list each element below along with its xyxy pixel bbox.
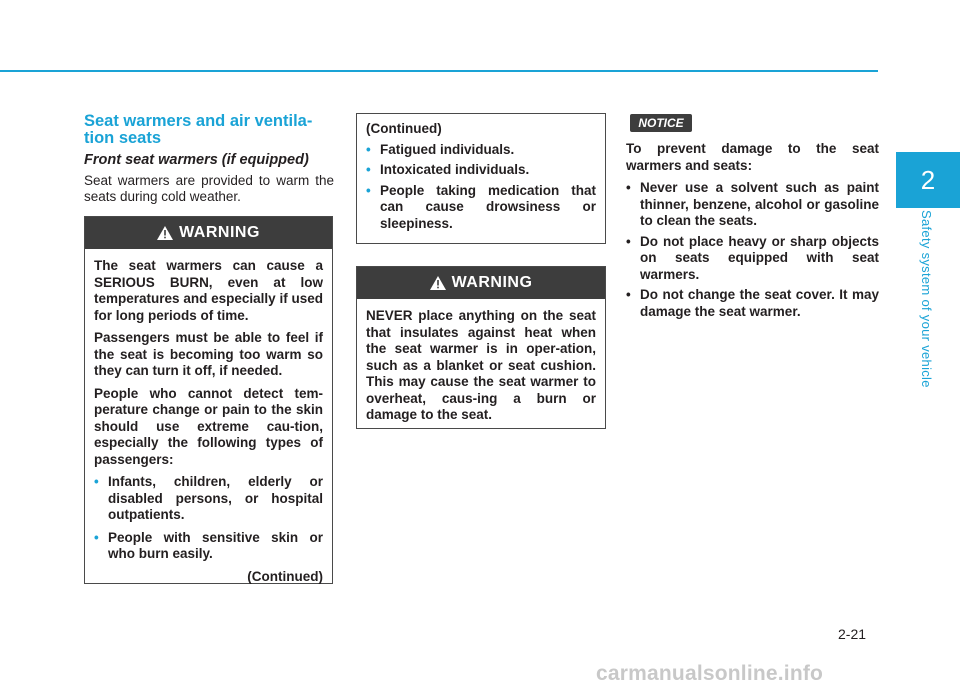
warning-box-burn [84, 216, 333, 584]
chapter-tab: 2 [896, 152, 960, 208]
bullet-icon: • [626, 233, 631, 249]
header-rule [0, 70, 878, 72]
bullet-icon: • [366, 141, 371, 157]
list-item: • Do not change the seat cover. It may damage the seat warmer. [626, 287, 879, 319]
intro-paragraph: Seat warmers are provided to warm the seats during cold weather. [84, 173, 334, 204]
warning-triangle-icon [157, 226, 173, 240]
list-item: • Fatigued individuals. [366, 141, 515, 157]
watermark: carmanualsonline.info [596, 662, 824, 685]
warning-box-insulate [356, 266, 606, 429]
list-item: • Do not place heavy or sharp objects on seats equipped with seat warmers. [626, 233, 879, 282]
continued-box [356, 113, 606, 244]
section-subtitle: Front seat warmers (if equipped) [84, 152, 309, 168]
warning-triangle-icon [430, 276, 446, 290]
bullet-icon: • [626, 287, 631, 302]
warning-header [85, 217, 332, 249]
list-item: • People taking medication that can cause drowsiness or sleepiness. [366, 182, 596, 231]
list-item: • Infants, children, elderly or disabled persons, or hospital outpatients. [94, 474, 323, 522]
bullet-icon: • [94, 529, 99, 545]
continued-label: (Continued) [247, 568, 323, 584]
warning-paragraph: People who cannot detect tem-perature change or pain to the skin should use extreme cau-tion, especially the following types of passengers: [94, 385, 323, 467]
list-item: • Intoxicated individuals. [366, 162, 530, 177]
warning-header [357, 267, 605, 299]
notice-intro: To prevent damage to the seat warmers and seats: [626, 141, 879, 173]
warning-paragraph: NEVER place anything on the seat that insulates against heat when the seat warmer is in oper-ation, such as a blanket or seat cushion. This may cause the seat warmer to overheat, caus-ing a burn or damage to the seat. [366, 308, 596, 422]
bullet-icon: • [94, 474, 99, 489]
list-item: • People with sensitive skin or who burn easily. [94, 529, 323, 561]
bullet-icon: • [366, 162, 371, 177]
warning-paragraph: The seat warmers can cause a SERIOUS BURN, even at low temperatures and especially if used for long periods of time. [94, 258, 323, 323]
continued-heading: (Continued) [366, 121, 442, 136]
section-title: Seat warmers and air ventila-tion seats [84, 112, 313, 147]
warning-paragraph: Passengers must be able to feel if the seat is becoming too warm so they can turn it off, if needed. [94, 330, 323, 378]
warning-label: WARNING [451, 274, 533, 291]
bullet-icon: • [366, 182, 371, 198]
notice-section [626, 141, 879, 324]
bullet-icon: • [626, 180, 631, 195]
warning-label: WARNING [179, 224, 260, 241]
list-item: • Never use a solvent such as paint thinner, benzene, alcohol or gasoline to clean the seats. [626, 180, 879, 228]
page-number: 2-21 [838, 626, 867, 642]
chapter-title: Safety system of your vehicle [919, 210, 934, 388]
notice-badge: NOTICE [630, 114, 692, 132]
